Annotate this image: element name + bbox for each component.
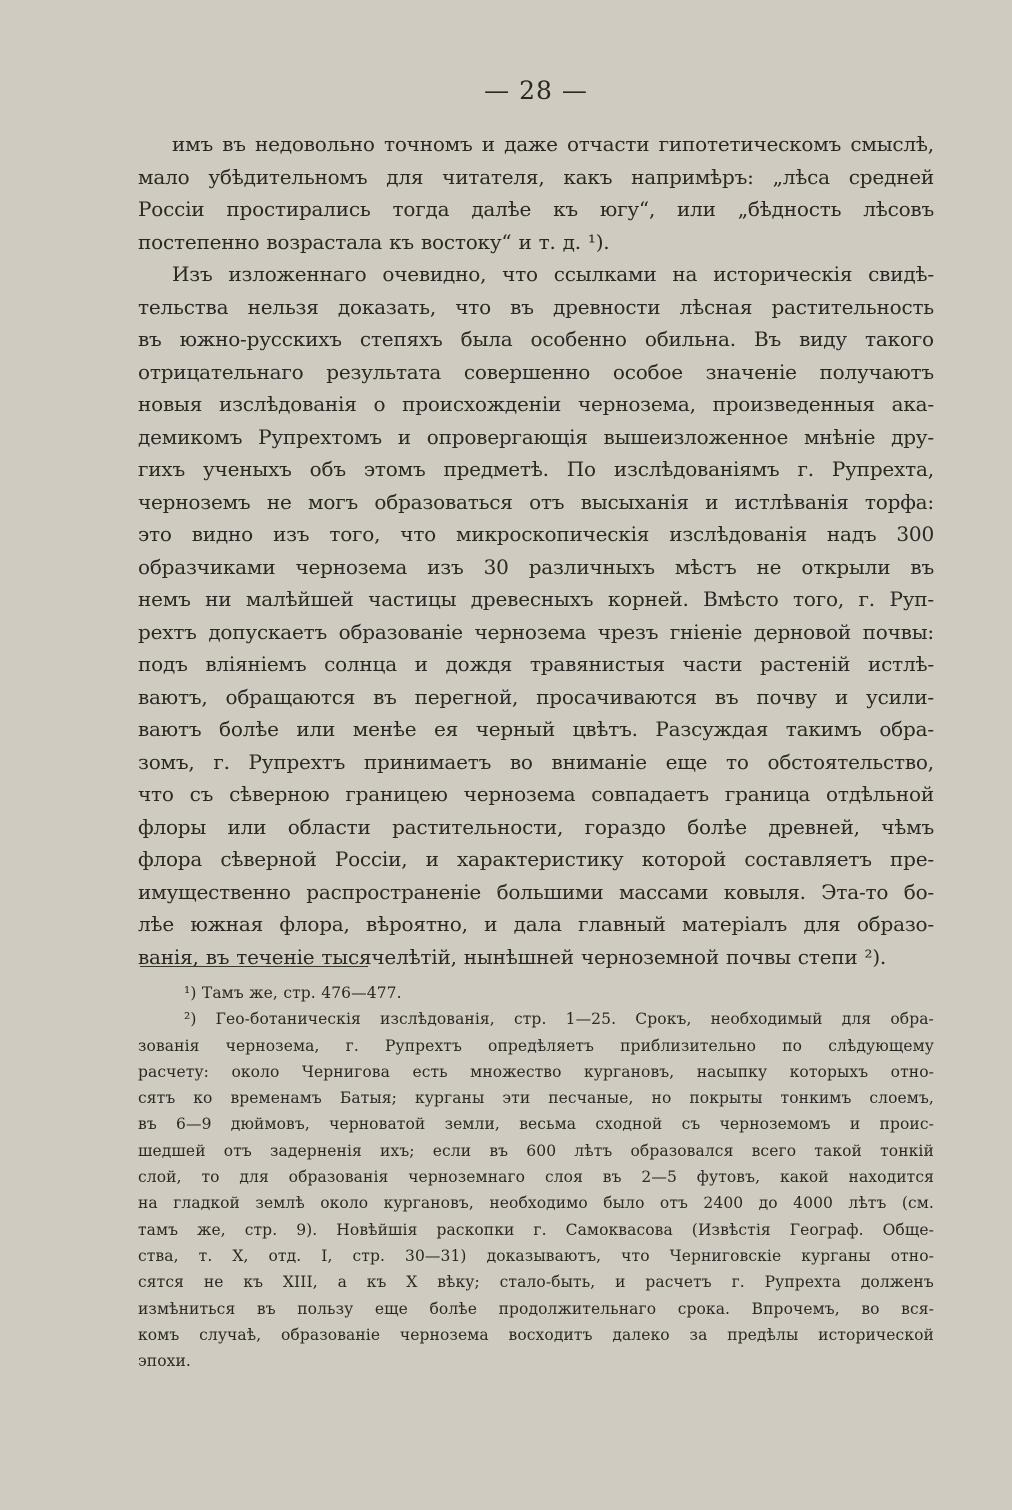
footnote-line: шедшей отъ задерненія ихъ; если въ 600 лѣтъ образовался всего такой тонкій <box>138 1141 934 1160</box>
text-line: отрицательнаго результата совершенно особое значеніе получаютъ <box>138 359 934 384</box>
text-line: новыя изслѣдованія о происхожденіи чернозема, произведенныя ака- <box>138 392 934 416</box>
footnote-line: зованія чернозема, г. Рупрехтъ опредѣляетъ приблизительно по слѣдующему <box>138 1036 934 1055</box>
footnote-divider <box>140 966 368 967</box>
text-line: Россіи простирались тогда далѣе къ югу“, или „бѣдность лѣсовъ <box>138 197 934 221</box>
footnote-line: расчету: около Чернигова есть множество кургановъ, насыпку которыхъ отно- <box>138 1062 934 1081</box>
footnote-line: измѣниться въ пользу еще болѣе продолжительнаго срока. Впрочемъ, во вся- <box>138 1299 934 1318</box>
footnote-line: ства, т. X, отд. I, стр. 30—31) доказываютъ, что Черниговскіе курганы отно- <box>138 1246 934 1265</box>
text-line: ванія, въ теченіе тысячелѣтій, нынѣшней черноземной почвы степи ²). <box>138 944 887 969</box>
text-line: ваютъ, обращаются въ перегной, просачиваются въ почву и усили- <box>138 684 934 709</box>
text-line: имъ въ недовольно точномъ и даже отчасти гипотетическомъ смыслѣ, <box>172 132 934 156</box>
footnote-line: сятся не къ XIII, а къ X вѣку; стало-быть, и расчетъ г. Рупрехта долженъ <box>138 1273 934 1292</box>
text-line: ваютъ болѣе или менѣе ея черный цвѣтъ. Разсуждая такимъ обра- <box>138 717 934 741</box>
text-line: флоры или области растительности, гораздо болѣе древней, чѣмъ <box>138 814 934 839</box>
text-line: лѣе южная флора, вѣроятно, и дала главный матеріалъ для образо- <box>138 912 934 936</box>
text-line: что съ сѣверною границею чернозема совпадаетъ граница отдѣльной <box>138 782 934 806</box>
footnote-line: эпохи. <box>138 1352 191 1371</box>
main-text <box>138 128 934 973</box>
text-line: флора сѣверной Россіи, и характеристику которой составляетъ пре- <box>138 847 934 871</box>
text-line: мало убѣдительномъ для читателя, какъ напримѣръ: „лѣса средней <box>138 164 934 189</box>
page-number: — 28 — <box>484 76 588 105</box>
text-line: имущественно распространеніе большими массами ковыля. Эта-то бо- <box>138 879 934 904</box>
footnote-line: слой, то для образованія черноземнаго слоя въ 2—5 футовъ, какой находится <box>138 1168 934 1187</box>
footnote-line: ²) Гео-ботаническія изслѣдованія, стр. 1—25. Срокъ, необходимый для обра- <box>184 1010 934 1029</box>
footnote-line: комъ случаѣ, образованіе чернозема восходитъ далеко за предѣлы исторической <box>138 1325 934 1344</box>
text-line: образчиками чернозема изъ 30 различныхъ мѣстъ не открыли въ <box>138 554 934 579</box>
text-line: это видно изъ того, что микроскопическія изслѣдованія надъ 300 <box>138 522 934 546</box>
text-line: зомъ, г. Рупрехтъ принимаетъ во вниманіе еще то обстоятельство, <box>138 749 934 774</box>
text-line: Изъ изложеннаго очевидно, что ссылками на историческія свидѣ- <box>172 262 934 286</box>
footnote-line: въ 6—9 дюймовъ, черноватой земли, весьма сходной съ черноземомъ и проис- <box>138 1115 934 1134</box>
text-line: рехтъ допускаетъ образованіе чернозема чрезъ гніеніе дерновой почвы: <box>138 619 934 644</box>
text-line: тельства нельзя доказать, что въ древности лѣсная растительность <box>138 294 934 319</box>
footnote-line: сятъ ко временамъ Батыя; курганы эти песчаные, но покрыты тонкимъ слоемъ, <box>138 1089 934 1108</box>
footnote-line: ¹) Тамъ же, стр. 476—477. <box>184 984 402 1002</box>
footnote-line: на гладкой землѣ около кургановъ, необходимо было отъ 2400 до 4000 лѣтъ (см. <box>138 1194 934 1213</box>
text-line: въ южно-русскихъ степяхъ была особенно обильна. Въ виду такого <box>138 327 934 351</box>
text-line: гихъ ученыхъ объ этомъ предметѣ. По изслѣдованіямъ г. Рупрехта, <box>138 457 934 481</box>
text-line: подъ вліяніемъ солнца и дождя травянистыя части растеній истлѣ- <box>138 652 934 676</box>
text-line: постепенно возрастала къ востоку“ и т. д. ¹). <box>138 229 610 254</box>
text-line: демикомъ Рупрехтомъ и опровергающія вышеизложенное мнѣніе дру- <box>138 424 934 449</box>
text-line: черноземъ не могъ образоваться отъ высыханія и истлѣванія торфа: <box>138 489 934 514</box>
text-line: немъ ни малѣйшей частицы древесныхъ корней. Вмѣсто того, г. Руп- <box>138 587 934 611</box>
footnotes <box>138 980 934 1374</box>
footnote-line: тамъ же, стр. 9). Новѣйшія раскопки г. Самоквасова (Извѣстія Географ. Обще- <box>138 1220 934 1239</box>
